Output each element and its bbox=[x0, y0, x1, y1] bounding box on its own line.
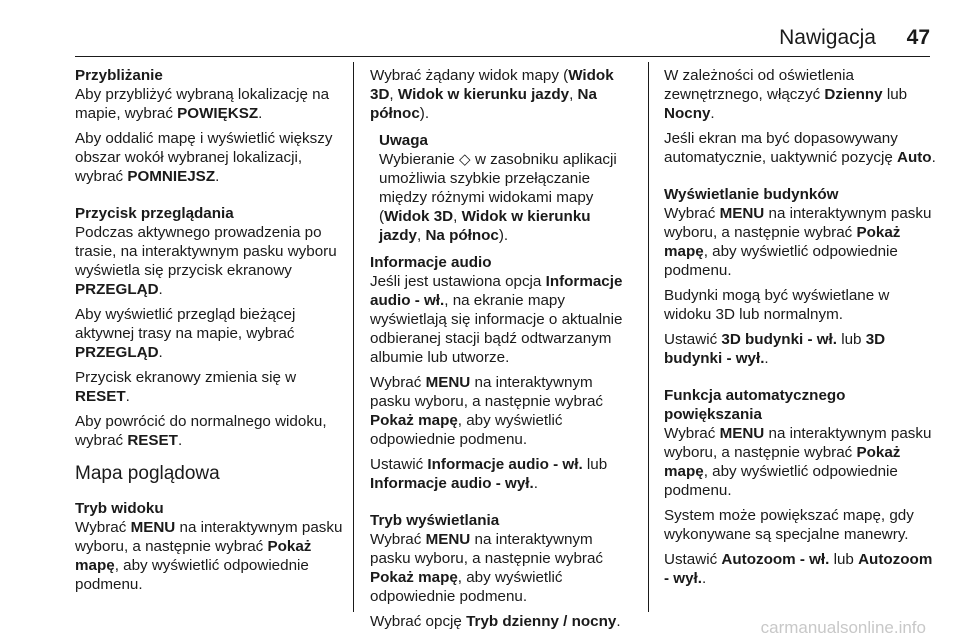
audio-paragraph-2: Wybrać MENU na interaktywnym pasku wyboru, a następnie wybrać Pokaż mapę, aby wyświetlić odpowiednie podmenu. bbox=[370, 374, 604, 448]
page-title: Nawigacja bbox=[779, 26, 876, 49]
note-box bbox=[370, 131, 634, 245]
column-divider-1 bbox=[353, 62, 354, 612]
buildings-paragraph-3: Ustawić 3D budynki - wł. lub 3D budynki - wył.. bbox=[664, 331, 886, 367]
zoom-paragraph-1: Aby przybliżyć wybraną lokalizację na mapie, wybrać POWIĘKSZ. bbox=[75, 86, 330, 122]
view-mode-paragraph: Wybrać MENU na interaktywnym pasku wyboru, a następnie wybrać Pokaż mapę, aby wyświetlić odpowiednie podmenu. bbox=[75, 519, 343, 593]
lighting-paragraph-1: W zależności od oświetlenia zewnętrznego, włączyć Dzienny lub Nocny. bbox=[664, 67, 908, 122]
column-1 bbox=[75, 66, 347, 600]
map-view-paragraph: Wybrać żądany widok mapy (Widok 3D, Widok w kierunku jazdy, Na północ). bbox=[370, 67, 614, 122]
audio-paragraph-1: Jeśli jest ustawiona opcja Informacje audio - wł., na ekranie mapy wyświetlają się informacje o aktualnie odbieranej stacji bądź odtwarzanym albumie lub utworze. bbox=[370, 273, 623, 366]
audio-heading: Informacje audio bbox=[370, 254, 492, 271]
review-paragraph-2: Aby wyświetlić przegląd bieżącej aktywnej trasy na mapie, wybrać PRZEGLĄD. bbox=[75, 306, 296, 361]
display-mode-heading: Tryb wyświetlania bbox=[370, 512, 500, 529]
view-mode-heading: Tryb widoku bbox=[75, 500, 164, 517]
lighting-paragraph-2: Jeśli ekran ma być dopasowywany automatycznie, uaktywnić pozycję Auto. bbox=[664, 130, 936, 166]
audio-paragraph-3: Ustawić Informacje audio - wł. lub Informacje audio - wył.. bbox=[370, 456, 608, 492]
header-rule bbox=[75, 56, 930, 57]
buildings-paragraph-2: Budynki mogą być wyświetlane w widoku 3D lub normalnym. bbox=[664, 287, 890, 323]
note-paragraph: Wybieranie ◇ w zasobniku aplikacji umożliwia szybkie przełączanie między różnymi widokami mapy (Widok 3D, Widok w kierunku jazdy, Na północ). bbox=[379, 151, 617, 244]
display-mode-paragraph-2: Wybrać opcję Tryb dzienny / nocny. bbox=[370, 613, 621, 630]
section-title: Mapa poglądowa bbox=[75, 463, 220, 484]
buildings-heading: Wyświetlanie budynków bbox=[664, 186, 839, 203]
review-paragraph-4: Aby powrócić do normalnego widoku, wybrać RESET. bbox=[75, 413, 327, 449]
autozoom-heading: Funkcja automatycznego powiększania bbox=[664, 387, 846, 423]
autozoom-paragraph-2: System może powiększać mapę, gdy wykonywane są specjalne manewry. bbox=[664, 507, 914, 543]
zoom-heading: Przybliżanie bbox=[75, 67, 163, 84]
column-2 bbox=[370, 66, 634, 637]
review-heading: Przycisk przeglądania bbox=[75, 205, 234, 222]
autozoom-paragraph-3: Ustawić Autozoom - wł. lub Autozoom - wył.. bbox=[664, 551, 933, 587]
review-paragraph-3: Przycisk ekranowy zmienia się w RESET. bbox=[75, 369, 297, 405]
buildings-paragraph-1: Wybrać MENU na interaktywnym pasku wyboru, a następnie wybrać Pokaż mapę, aby wyświetlić odpowiednie podmenu. bbox=[664, 205, 932, 279]
autozoom-paragraph-1: Wybrać MENU na interaktywnym pasku wyboru, a następnie wybrać Pokaż mapę, aby wyświetlić odpowiednie podmenu. bbox=[664, 425, 932, 499]
note-heading: Uwaga bbox=[379, 132, 428, 149]
review-paragraph-1: Podczas aktywnego prowadzenia po trasie, na interaktywnym pasku wyboru wyświetla się przycisk ekranowy PRZEGLĄD. bbox=[75, 224, 337, 298]
column-divider-2 bbox=[648, 62, 649, 612]
display-mode-paragraph-1: Wybrać MENU na interaktywnym pasku wyboru, a następnie wybrać Pokaż mapę, aby wyświetlić odpowiednie podmenu. bbox=[370, 531, 604, 605]
watermark: carmanualsonline.info bbox=[760, 618, 926, 637]
zoom-paragraph-2: Aby oddalić mapę i wyświetlić większy obszar wokół wybranej lokalizacji, wybrać POMNIEJSZ. bbox=[75, 130, 333, 185]
column-3 bbox=[664, 66, 936, 594]
page-header bbox=[0, 0, 960, 60]
page-number: 47 bbox=[906, 26, 930, 49]
